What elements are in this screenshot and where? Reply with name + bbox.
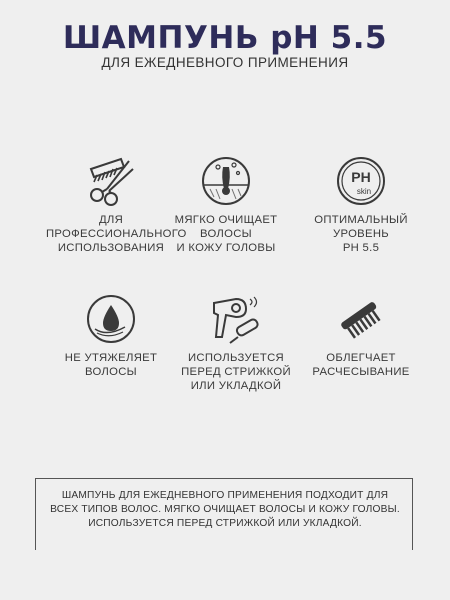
product-description: ШАМПУНЬ ДЛЯ ЕЖЕДНЕВНОГО ПРИМЕНЕНИЯ ПОДХОДИТ ДЛЯ ВСЕХ ТИПОВ ВОЛОС. МЯГКО ОЧИЩАЕТ ВОЛОСЫ И КОЖУ ГОЛОВЫ. ИСПОЛЬЗУЕТСЯ ПЕРЕД СТРИЖКОЙ ИЛИ УКЛАДКОЙ.: [50, 490, 400, 529]
hairdryer-brush-icon: [206, 293, 266, 345]
feature-label: ИСПОЛЬЗУЕТСЯ ПЕРЕД СТРИЖКОЙ ИЛИ УКЛАДКОЙ: [181, 352, 291, 392]
feature-gentle-clean: [161, 155, 291, 255]
hair-follicle-icon: [200, 155, 252, 207]
description-frame-top: [35, 478, 412, 479]
page-subtitle: ДЛЯ ЕЖЕДНЕВНОГО ПРИМЕНЕНИЯ: [101, 55, 349, 70]
ph-skin-icon: [335, 155, 387, 207]
droplet-feather-icon: [85, 293, 137, 345]
skin-icon-text: skin: [356, 187, 372, 196]
description-frame-left: [35, 478, 36, 550]
feature-label: НЕ УТЯЖЕЛЯЕТ ВОЛОСЫ: [64, 352, 158, 378]
feature-label: ОПТИМАЛЬНЫЙ УРОВЕНЬ PH 5.5: [314, 214, 408, 254]
ph-icon-text: PH: [351, 169, 371, 185]
feature-label: ДЛЯ ПРОФЕССИОНАЛЬНОГО ИСПОЛЬЗОВАНИЯ: [46, 214, 187, 254]
feature-detangling: [296, 293, 426, 379]
description-frame-right: [412, 478, 413, 550]
feature-professional: [46, 155, 187, 255]
comb-icon: [335, 293, 387, 345]
feature-label: МЯГКО ОЧИЩАЕТ ВОЛОСЫ И КОЖУ ГОЛОВЫ: [174, 214, 278, 254]
comb-scissors-icon: [83, 155, 139, 207]
feature-lightweight: [46, 293, 176, 379]
feature-label: ОБЛЕГЧАЕТ РАСЧЕСЫВАНИЕ: [312, 352, 410, 378]
feature-styling: [171, 293, 301, 393]
page-title: ШАМПУНЬ pH 5.5: [62, 20, 388, 56]
feature-ph-level: [296, 155, 426, 255]
